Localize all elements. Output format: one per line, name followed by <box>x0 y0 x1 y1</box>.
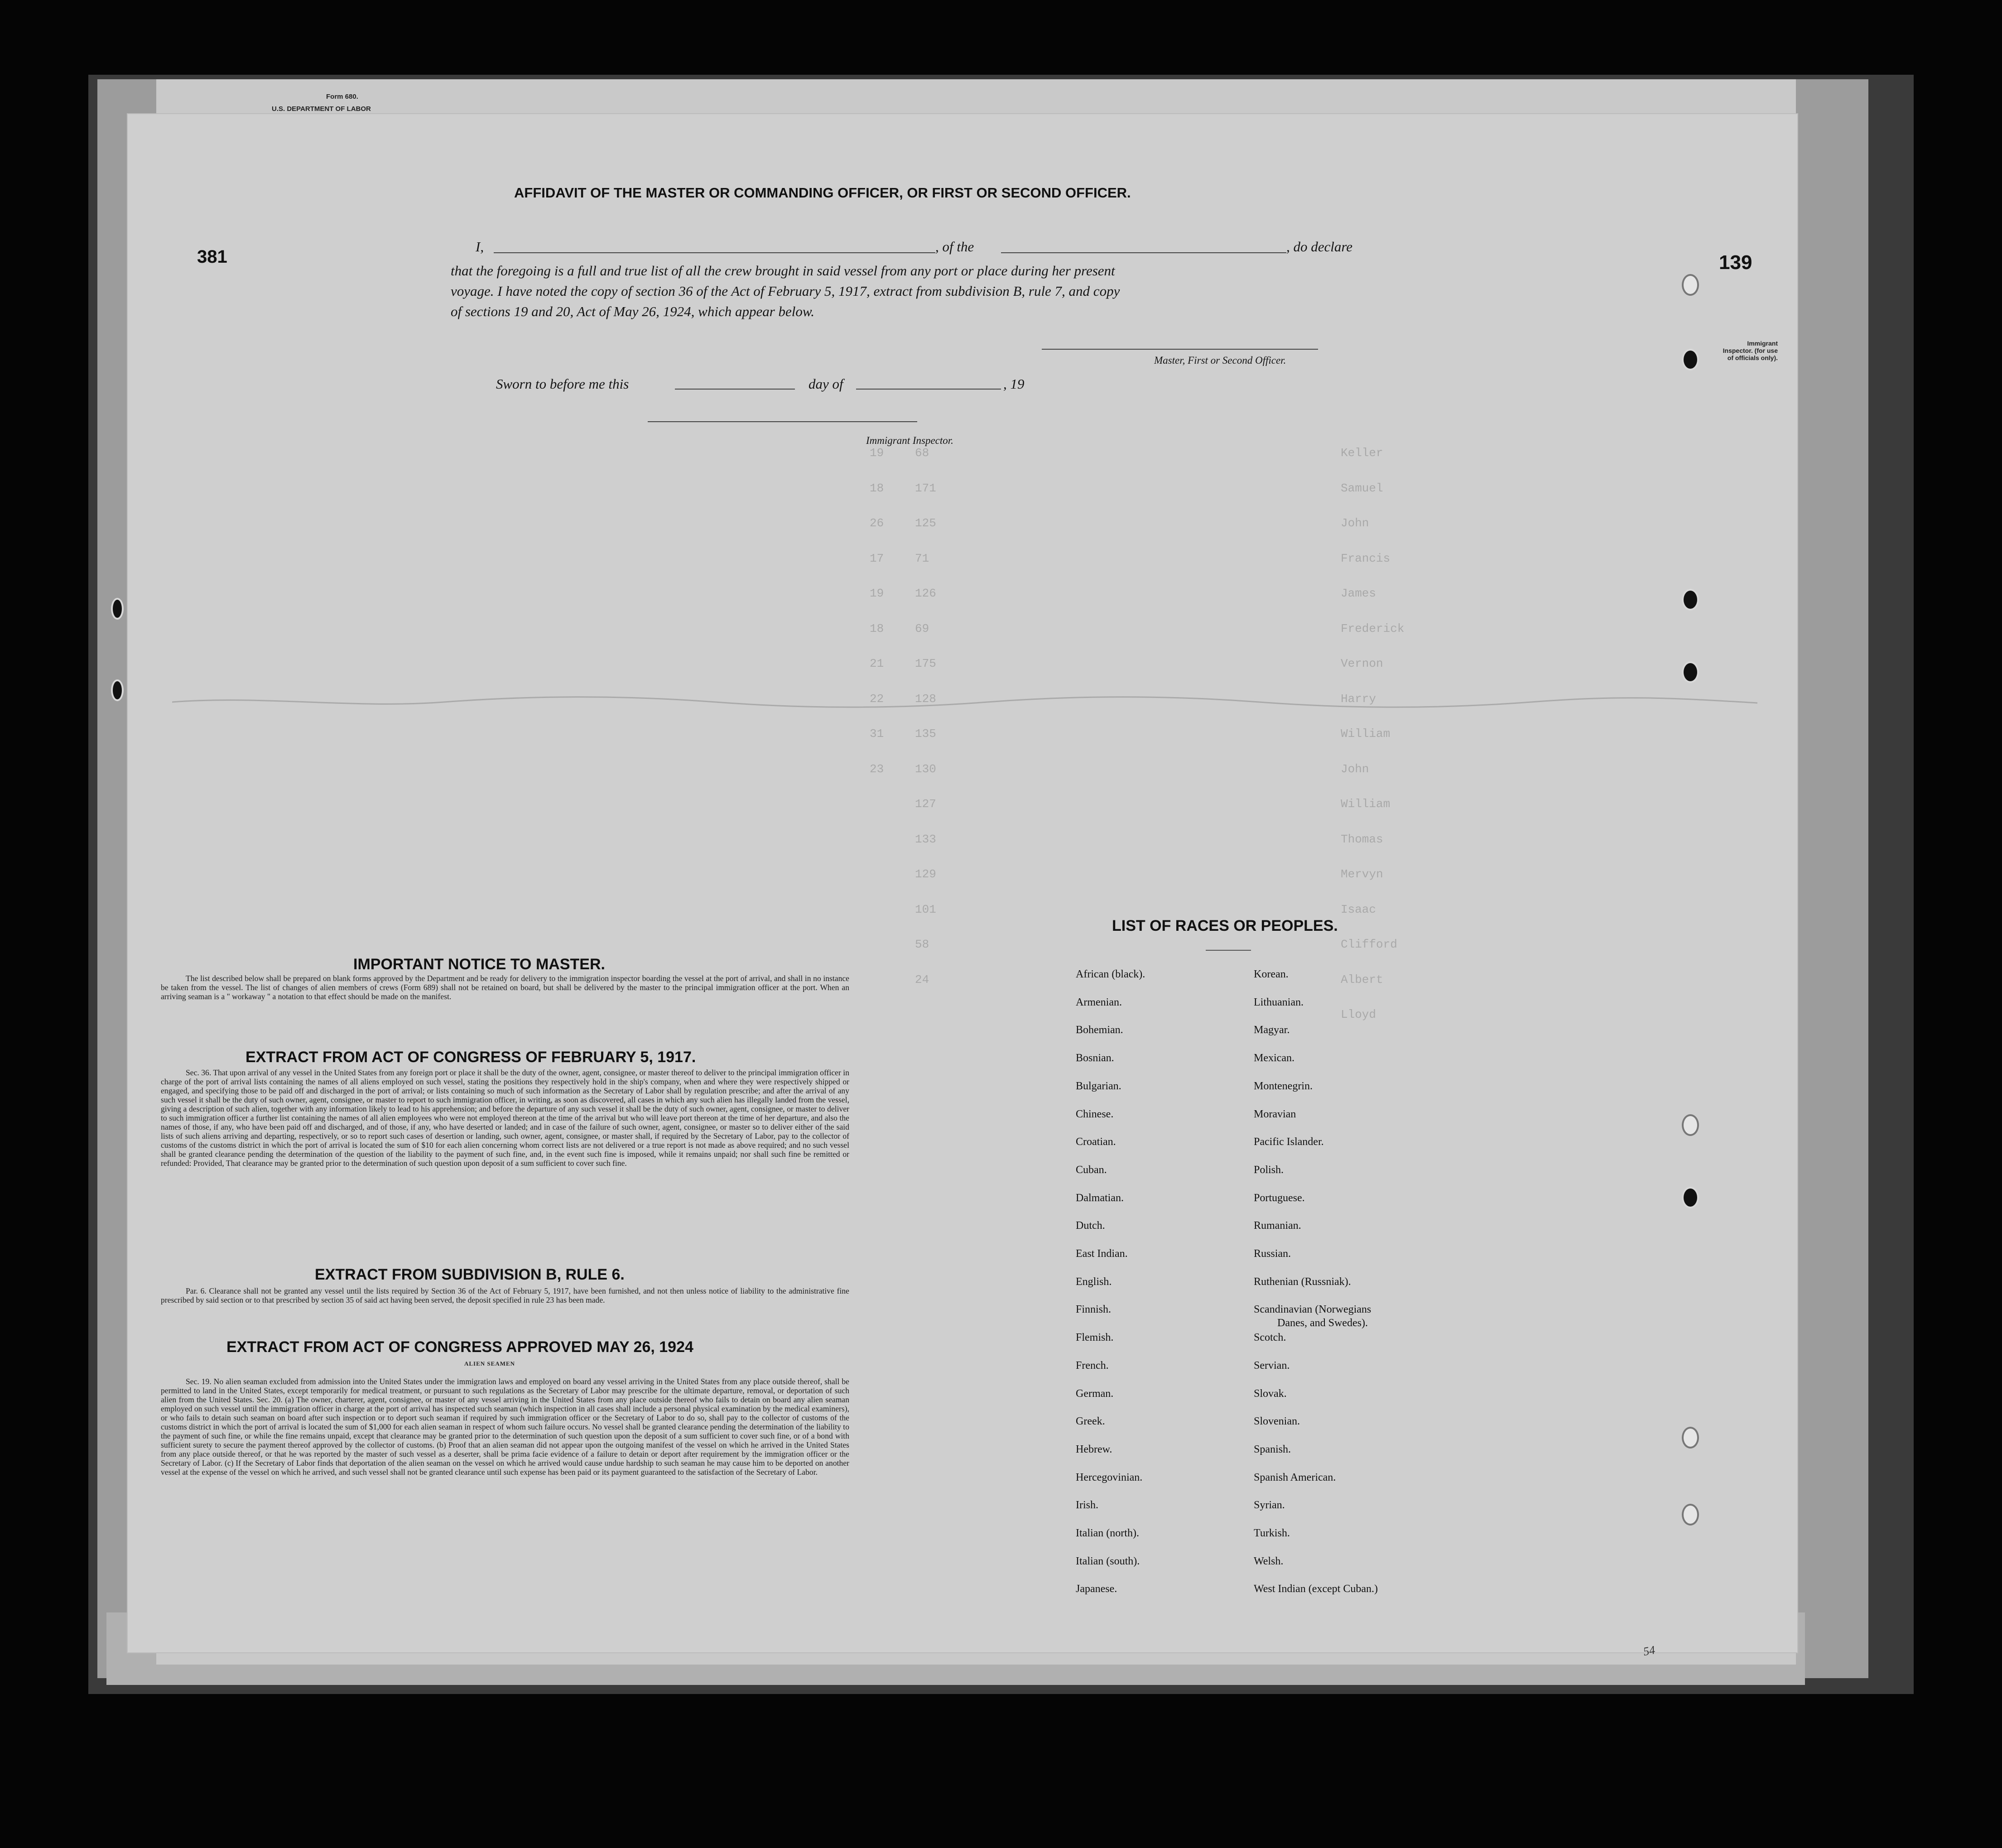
race-item: Croatian. <box>1076 1136 1116 1148</box>
ghost-age: 31 <box>870 727 884 741</box>
ghost-number: 68 <box>915 446 929 460</box>
extract-1924-subtitle: ALIEN SEAMEN <box>464 1360 515 1367</box>
ghost-age: 17 <box>870 551 884 565</box>
race-item: Flemish. <box>1076 1332 1114 1343</box>
ghost-given-name: Thomas <box>1341 832 1383 846</box>
margin-note: 54 <box>1642 1643 1656 1659</box>
race-item: Lithuanian. <box>1254 996 1304 1008</box>
master-signature-label: Master, First or Second Officer. <box>1154 355 1286 366</box>
affidavit-title: AFFIDAVIT OF THE MASTER OR COMMANDING OFFICER, OR FIRST OR SECOND OFFICER. <box>514 185 1131 201</box>
sworn-line <box>496 376 1085 392</box>
race-item: Rumanian. <box>1254 1220 1301 1232</box>
day-blank <box>675 389 795 390</box>
corner-number: 381 <box>197 247 227 267</box>
ghost-given-name: William <box>1341 797 1391 811</box>
race-item: Bosnian. <box>1076 1052 1114 1064</box>
ghost-number: 175 <box>915 657 936 670</box>
ghost-number: 71 <box>915 551 929 565</box>
race-item: Korean. <box>1254 968 1289 980</box>
race-item: Finnish. <box>1076 1304 1112 1315</box>
extract-1924-text: Sec. 19. No alien seaman excluded from admission into the United States under the immigration laws and employed on board any vessel arriving in the United States from any place outside thereof, shall be permitted to land in the United States, except temporarily for medical treatment, or pursuant to such regulations as the Secretary of Labor may prescribe for the ultimate departure, removal, or deportation of such alien from the United States. Sec. 20. (a) The owner, charterer, agent, consignee, or master of any vessel arriving in the United States from any place outside thereof who fails to detain on board any alien seaman employed on such vessel until the immigration officer in charge at the port of arrival has inspected such seaman (which inspection in all cases shall include a personal physical examination by the medical examiners), or who fails to detain such seaman on board after such inspection or to deport such seaman if required by such immigration officer or the Secretary of Labor to do so, shall pay to the collector of customs of the customs district in which the port of arrival is located the sum of $1,000 for each alien seaman in respect of whom such failure occurs. No vessel shall be granted clearance pending the determination of the liability to the payment of such fine, or while the fine remains unpaid, except that clearance may be granted prior to the determination of such question upon the deposit of a sum sufficient to cover such fine, or of a bond with sufficient surety to secure the payment thereof approved by the collector of customs. (b) Proof that an alien seaman did not appear upon the outgoing manifest of the vessel on which he arrived in the United States from any place outside thereof, or that he was reported by the master of such vessel as a deserter, shall be prima facie evidence of a failure to detain or deport after requirement by the immigration officer or the Secretary of Labor. (c) If the Secretary of Labor finds that deportation of the alien seaman on the vessel on which he arrived would cause undue hardship to such seaman he may cause him to be deported on another vessel at the expense of the vessel on which he arrived, and such vessel shall not be granted clearance until such expense has been paid or its payment guaranteed to the satisfaction of the Secretary of Labor. <box>161 1377 849 1477</box>
race-item: Slovak. <box>1254 1388 1287 1400</box>
race-item: Mexican. <box>1254 1052 1295 1064</box>
race-item: Greek. <box>1076 1415 1105 1427</box>
ghost-number: 58 <box>915 938 929 951</box>
race-item: Dutch. <box>1076 1220 1105 1232</box>
ghost-age: 22 <box>870 692 884 706</box>
extract-1924-title: EXTRACT FROM ACT OF CONGRESS APPROVED MAY 26, 1924 <box>226 1338 693 1356</box>
race-item: Bohemian. <box>1076 1024 1123 1036</box>
race-item: West Indian (except Cuban.) <box>1254 1583 1378 1595</box>
race-item: Turkish. <box>1254 1527 1290 1539</box>
inspector-label: Immigrant Inspector. <box>866 435 953 446</box>
race-item: Russian. <box>1254 1248 1291 1260</box>
race-item: Servian. <box>1254 1360 1290 1372</box>
race-item: East Indian. <box>1076 1248 1128 1260</box>
ghost-number: 24 <box>915 972 929 987</box>
ghost-number: 101 <box>915 902 936 916</box>
day-of-label: day of <box>808 376 843 392</box>
affidavit-line-4: of sections 19 and 20, Act of May 26, 1924, which appear below. <box>451 303 815 319</box>
race-item: Spanish. <box>1254 1444 1291 1455</box>
affidavit-of-the: , of the <box>935 239 974 255</box>
ghost-number: 129 <box>915 867 936 881</box>
master-signature-line <box>1042 349 1318 350</box>
ghost-number: 127 <box>915 797 936 811</box>
ghost-age: 23 <box>870 762 884 776</box>
affidavit-line-2: that the foregoing is a full and true list of all the crew brought in said vessel from any port or place during her present <box>451 263 1115 279</box>
race-item: Bulgarian. <box>1076 1080 1121 1092</box>
fold-crease <box>172 693 1757 711</box>
vessel-blank <box>1001 252 1286 253</box>
race-item: Hebrew. <box>1076 1444 1112 1455</box>
ghost-given-name: Keller <box>1341 446 1383 460</box>
ghost-given-name: William <box>1341 727 1391 741</box>
race-item: Portuguese. <box>1254 1192 1305 1204</box>
race-item: Italian (south). <box>1076 1555 1140 1567</box>
notice-title: IMPORTANT NOTICE TO MASTER. <box>353 956 605 973</box>
race-item: Cuban. <box>1076 1164 1107 1176</box>
ghost-given-name: Frederick <box>1341 621 1405 635</box>
race-item: Magyar. <box>1254 1024 1290 1036</box>
race-item: Syrian. <box>1254 1499 1285 1511</box>
ghost-age: 19 <box>870 446 884 460</box>
name-blank <box>494 252 935 253</box>
race-item: English. <box>1076 1276 1112 1288</box>
affidavit-line-1 <box>476 239 1357 255</box>
extract-1917-title: EXTRACT FROM ACT OF CONGRESS OF FEBRUARY 5, 1917. <box>245 1049 696 1066</box>
ghost-number: 135 <box>915 727 936 741</box>
month-blank <box>856 389 1001 390</box>
ghost-number: 133 <box>915 832 936 846</box>
race-item: Dalmatian. <box>1076 1192 1124 1204</box>
ghost-age: 18 <box>870 621 884 635</box>
inspector-signature-line <box>648 421 917 422</box>
race-item: Scotch. <box>1254 1332 1286 1343</box>
ghost-given-name: Francis <box>1341 551 1391 565</box>
ghost-number: 130 <box>915 762 936 776</box>
ghost-given-name: Lloyd <box>1341 1008 1376 1021</box>
race-item: Spanish American. <box>1254 1472 1336 1483</box>
notice-text: The list described below shall be prepared on blank forms approved by the Department and be ready for delivery to the immigration inspector boarding the vessel at the port of arrival, and shall in no instance be taken from the vessel. The list of changes of alien members of crews (Form 689) shall not be retained on board, but shall be delivered by the master to the principal immigration officer at the port. When an arriving seaman is a " workaway " a notation to that effect should be made on the manifest. <box>161 974 849 1001</box>
ghost-number: 128 <box>915 692 936 706</box>
race-item: African (black). <box>1076 968 1145 980</box>
race-item: Japanese. <box>1076 1583 1117 1595</box>
department-label: U.S. DEPARTMENT OF LABOR <box>272 105 371 113</box>
extract-rule6-text: Par. 6. Clearance shall not be granted any vessel until the lists required by Section 36 of the Act of February 5, 1917, have been furnished, and not then unless notice of liability to the administrative fine prescribed by said section or to that prescribed by section 35 of said act having been served, the deposit specified in rule 23 has been made. <box>161 1286 849 1304</box>
ghost-age: 18 <box>870 481 884 495</box>
race-item: Moravian <box>1254 1108 1296 1120</box>
ghost-number: 69 <box>915 621 929 635</box>
race-item: Welsh. <box>1254 1555 1284 1567</box>
ghost-given-name: Harry <box>1341 692 1376 706</box>
ghost-age: 21 <box>870 657 884 670</box>
ghost-age: 19 <box>870 587 884 600</box>
affidavit-i: I, <box>476 239 484 255</box>
ghost-given-name: James <box>1341 587 1376 600</box>
races-title-rule <box>1206 950 1251 951</box>
ghost-given-name: John <box>1341 762 1369 776</box>
ghost-given-name: Vernon <box>1341 657 1383 670</box>
ghost-given-name: Mervyn <box>1341 867 1383 881</box>
ghost-given-name: Isaac <box>1341 902 1376 916</box>
ghost-age: 26 <box>870 516 884 530</box>
races-title: LIST OF RACES OR PEOPLES. <box>1112 917 1338 934</box>
race-item: Montenegrin. <box>1254 1080 1313 1092</box>
ghost-given-name: John <box>1341 516 1369 530</box>
race-item: Scandinavian (Norwegians <box>1254 1304 1372 1315</box>
race-item: Irish. <box>1076 1499 1098 1511</box>
extract-1917-text: Sec. 36. That upon arrival of any vessel in the United States from any foreign port or place it shall be the duty of the owner, agent, consignee, or master thereof to deliver to the principal immigration officer in charge of the port of arrival lists containing the names of all aliens employed on such vessel, stating the positions they respectively hold in the ship's company, when and where they were respectively shipped or engaged, and specifying those to be paid off and discharged in the port of arrival; or lists containing so much of such information as the Secretary of Labor shall by regulation prescribe; and after the arrival of any such vessel it shall be the duty of such owner, agent, consignee, or master to report to such immigration officer, in writing, as soon as discovered, all cases in which any such alien has illegally landed from the vessel, giving a description of such alien, together with any information likely to lead to his apprehension; and before the departure of any such vessel it shall be the duty of such owner, agent, consignee, or master to deliver to such immigration officer a further list containing the names of all alien employees who were not employed thereon at the time of the arrival but who will leave port thereon at the time of her departure, and also the names of those, if any, who have been paid off and discharged, and of those, if any, who have deserted or landed; and in case of the failure of such owner, agent, consignee, or master so to deliver either of the said lists of such aliens arriving and departing, respectively, or so to report such cases of desertion or landing, such owner, agent, consignee, or master shall, if required by the Secretary of Labor, pay to the collector of customs of the customs district in which the port of arrival is located the sum of $10 for each alien concerning whom correct lists are not delivered or a true report is not made as above required; and no such vessel shall be granted clearance pending the determination of the question of the liability to the payment of such fine, and, in the event such fine is imposed, while it remains unpaid; nor shall such fine be remitted or refunded: Provided, That clearance may be granted prior to the determination of such question upon deposit of a sum sufficient to cover such fine. <box>161 1068 849 1168</box>
race-item: Pacific Islander. <box>1254 1136 1324 1148</box>
ghost-given-name: Samuel <box>1341 481 1383 495</box>
form-number: Form 680. <box>326 93 358 101</box>
race-item: Polish. <box>1254 1164 1284 1176</box>
race-item: Ruthenian (Russniak). <box>1254 1276 1351 1288</box>
race-item: German. <box>1076 1388 1114 1400</box>
affidavit-line-3: voyage. I have noted the copy of section 36 of the Act of February 5, 1917, extract from subdivision B, rule 7, and copy <box>451 283 1120 299</box>
race-item: Chinese. <box>1076 1108 1114 1120</box>
race-item: Italian (north). <box>1076 1527 1139 1539</box>
extract-rule6-title: EXTRACT FROM SUBDIVISION B, RULE 6. <box>315 1266 625 1283</box>
race-item: Armenian. <box>1076 996 1122 1008</box>
ghost-number: 125 <box>915 516 936 530</box>
ghost-number: 171 <box>915 481 936 495</box>
race-item: Danes, and Swedes). <box>1277 1317 1368 1329</box>
sworn-label: Sworn to before me this <box>496 376 629 392</box>
year-label: , 19 <box>1003 376 1025 392</box>
affidavit-declare: , do declare <box>1286 239 1353 255</box>
ghost-given-name: Albert <box>1341 972 1383 987</box>
ghost-number: 126 <box>915 587 936 600</box>
ghost-given-name: Clifford <box>1341 938 1397 951</box>
race-item: French. <box>1076 1360 1109 1372</box>
column-note: Immigrant Inspector. (for use of officials only). <box>1723 340 1778 361</box>
race-item: Slovenian. <box>1254 1415 1300 1427</box>
race-item: Hercegovinian. <box>1076 1472 1143 1483</box>
page-number: 139 <box>1719 251 1752 274</box>
